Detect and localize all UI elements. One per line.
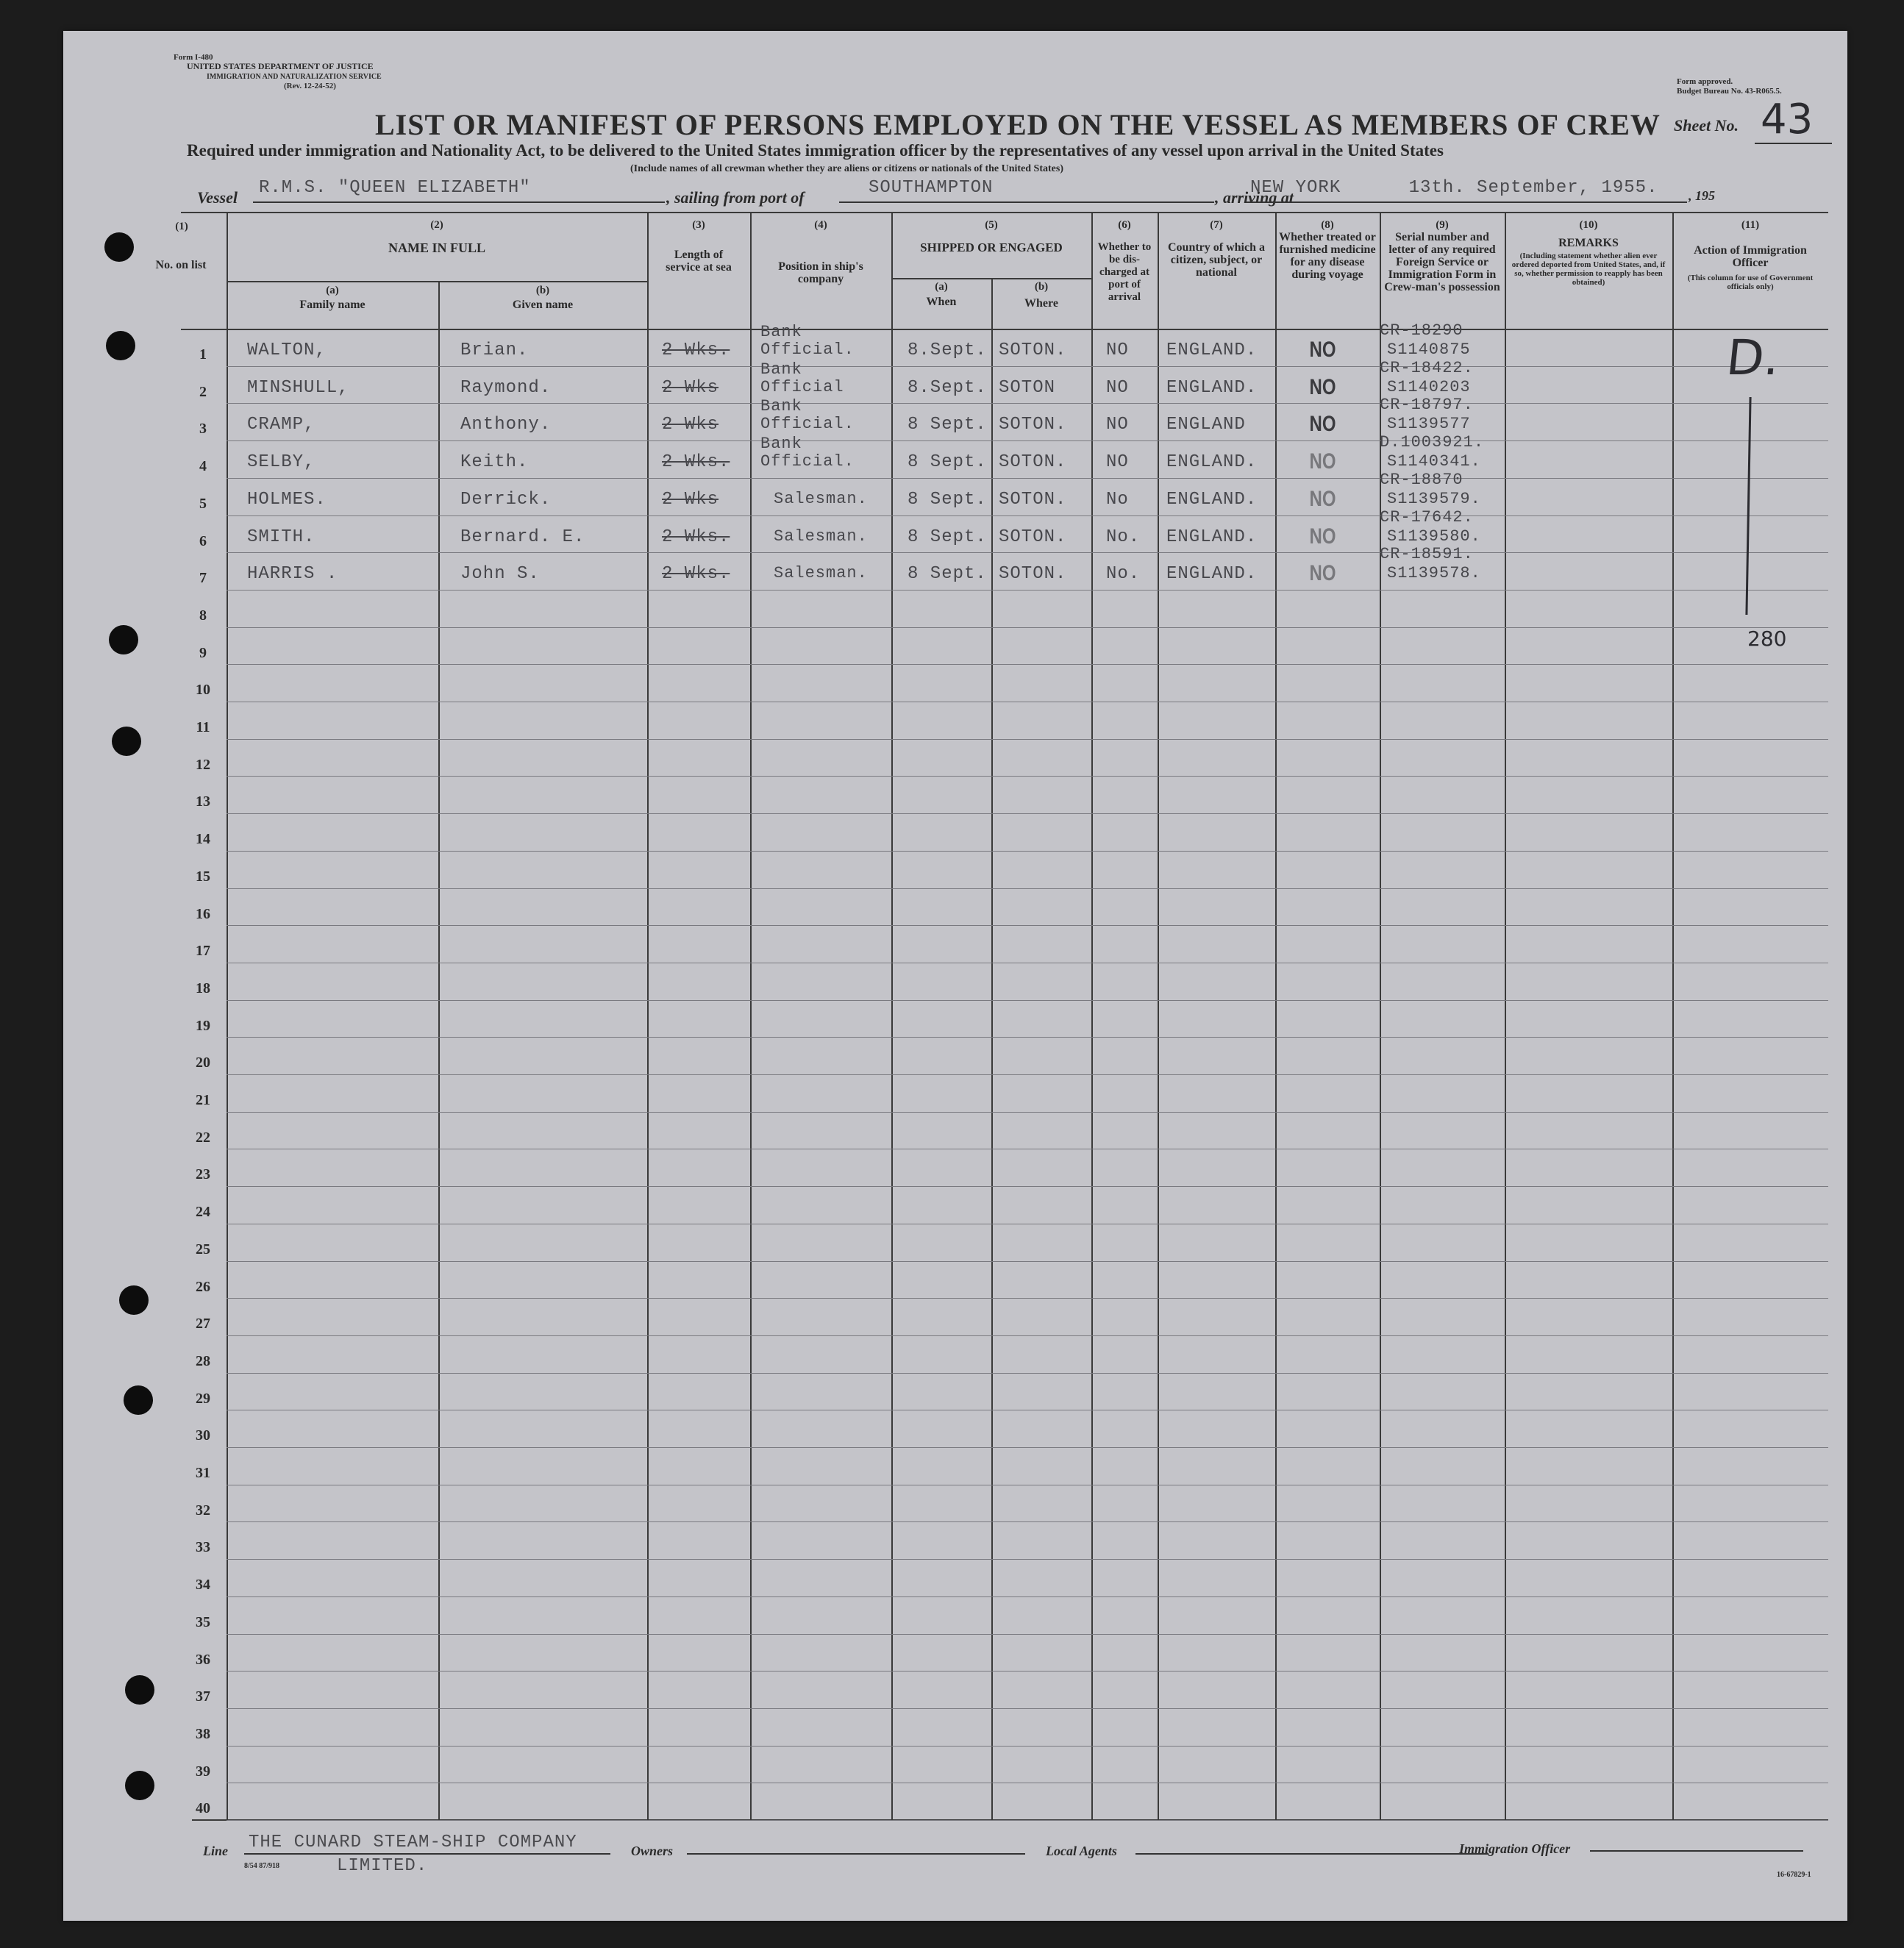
col1-header: No. on list xyxy=(155,259,207,271)
serial-line-1: CR-18290 xyxy=(1380,321,1463,340)
col-line-4 xyxy=(750,212,752,1819)
row-number: 18 xyxy=(196,980,210,996)
officer-underline xyxy=(1590,1850,1803,1852)
col11-note: (This column for use of Government officials only) xyxy=(1687,274,1814,291)
country: ENGLAND xyxy=(1166,415,1246,435)
col4-number: (4) xyxy=(814,219,827,231)
col10-number: (10) xyxy=(1579,219,1598,231)
given-name: Raymond. xyxy=(460,378,552,398)
row-rule xyxy=(227,440,1828,441)
col7-number: (7) xyxy=(1210,219,1223,231)
row-number: 10 xyxy=(196,682,210,698)
row-rule xyxy=(227,1521,1828,1522)
row-number: 35 xyxy=(196,1614,210,1630)
discharged: NO xyxy=(1106,378,1129,398)
col1-number: (1) xyxy=(175,221,188,232)
country: ENGLAND. xyxy=(1166,340,1258,360)
col-line-9 xyxy=(1275,212,1277,1819)
approval-line-1: Form approved. xyxy=(1677,77,1733,86)
sheet-underline xyxy=(1755,143,1832,144)
length-of-service: 2 Wks. xyxy=(662,527,730,547)
position-line-1: Bank xyxy=(760,360,802,379)
row-rule xyxy=(227,739,1828,740)
row-rule xyxy=(227,1746,1828,1747)
family-name: HARRIS . xyxy=(247,564,338,584)
position-line-1: Bank xyxy=(760,435,802,453)
given-name: Bernard. E. xyxy=(460,527,585,547)
punch-hole xyxy=(112,727,141,756)
arrival-underline xyxy=(1246,201,1687,203)
row-number: 27 xyxy=(196,1316,210,1332)
col2-number: (2) xyxy=(430,219,443,231)
sheet-number: 43 xyxy=(1761,96,1814,143)
punch-hole xyxy=(104,232,134,262)
col3-number: (3) xyxy=(692,219,705,231)
revision: (Rev. 12-24-52) xyxy=(284,82,336,90)
treated-stamp: NO xyxy=(1309,561,1336,585)
row-rule xyxy=(227,1634,1828,1635)
row-number: 3 xyxy=(199,421,207,437)
row-rule xyxy=(227,1000,1828,1001)
discharged: NO xyxy=(1106,415,1129,435)
row-number: 24 xyxy=(196,1204,210,1220)
punch-hole xyxy=(125,1675,154,1705)
row-number: 1 xyxy=(199,346,207,363)
discharged: No. xyxy=(1106,564,1141,584)
col5-header: SHIPPED OR ENGAGED xyxy=(920,240,1063,254)
col11-header: Action of Immigration Officer xyxy=(1694,244,1807,269)
row-number: 22 xyxy=(196,1130,210,1146)
arriving-label: , arriving at xyxy=(1215,188,1294,207)
col5b-number: (b) xyxy=(1034,281,1049,293)
col10-note: (Including statement whether alien ever ordered deported from United States, and, if so, whether permission to reapply has been obtained) xyxy=(1511,251,1666,287)
row-number: 15 xyxy=(196,868,210,885)
position-line-2: Official xyxy=(760,378,844,396)
col-line-2 xyxy=(438,281,440,1819)
departure-port: SOUTHAMPTON xyxy=(869,178,994,198)
vessel-name: R.M.S. "QUEEN ELIZABETH" xyxy=(259,178,531,198)
serial-line-2: S1139579. xyxy=(1387,490,1481,508)
col10-header: REMARKS xyxy=(1558,237,1619,249)
treated-stamp: NO xyxy=(1309,487,1336,511)
serial-line-1: CR-18870 xyxy=(1380,471,1463,489)
line-underline xyxy=(244,1853,610,1855)
position-line-2: Official. xyxy=(760,415,855,433)
country: ENGLAND. xyxy=(1166,490,1258,510)
row-number: 17 xyxy=(196,943,210,959)
col5-number: (5) xyxy=(985,219,998,231)
family-name: SELBY, xyxy=(247,452,315,472)
row-number: 5 xyxy=(199,496,207,512)
col5a-header: When xyxy=(926,296,957,308)
year-label: , 195 xyxy=(1689,188,1715,203)
serial-line-1: D.1003921. xyxy=(1380,433,1485,452)
row-number: 32 xyxy=(196,1502,210,1519)
row-number: 30 xyxy=(196,1427,210,1444)
form-note: (Include names of all crewman whether they are aliens or citizens or nationals of the United States) xyxy=(630,163,1063,174)
col5b-header: Where xyxy=(1024,297,1058,310)
col-line-6 xyxy=(991,278,993,1819)
row-number: 26 xyxy=(196,1279,210,1295)
row-rule xyxy=(227,813,1828,814)
row-rule xyxy=(227,925,1828,926)
shipped-subheader-line xyxy=(891,278,1091,279)
col3-header: Length of service at sea xyxy=(666,249,732,274)
length-of-service: 2 Wks. xyxy=(662,452,730,472)
row-number: 39 xyxy=(196,1763,210,1780)
shipped-where: SOTON xyxy=(999,378,1056,398)
punch-hole xyxy=(125,1771,154,1800)
row-number: 16 xyxy=(196,906,210,922)
country: ENGLAND. xyxy=(1166,527,1258,547)
length-of-service: 2 Wks. xyxy=(662,340,730,360)
officer-count: 280 xyxy=(1747,627,1787,651)
col8-number: (8) xyxy=(1321,219,1334,231)
row-rule xyxy=(227,1261,1828,1262)
treated-stamp: NO xyxy=(1309,338,1336,362)
officer-mark-line xyxy=(1745,397,1751,615)
family-name: HOLMES. xyxy=(247,490,327,510)
treated-stamp: NO xyxy=(1309,375,1336,399)
row-number: 21 xyxy=(196,1092,210,1108)
family-name: MINSHULL, xyxy=(247,378,349,398)
row-number: 40 xyxy=(196,1800,210,1816)
print-code-right: 16-67829-1 xyxy=(1777,1871,1811,1879)
agents-label: Local Agents xyxy=(1046,1844,1117,1858)
country: ENGLAND. xyxy=(1166,452,1258,472)
serial-line-2: S1140341. xyxy=(1387,452,1481,471)
row-number: 19 xyxy=(196,1018,210,1034)
row-rule xyxy=(227,1708,1828,1709)
officer-initial: D. xyxy=(1723,329,1783,386)
col6-number: (6) xyxy=(1118,219,1131,231)
serial-line-2: S1139580. xyxy=(1387,527,1481,546)
col2a-number: (a) xyxy=(326,285,339,296)
punch-hole xyxy=(119,1285,149,1315)
discharged: NO xyxy=(1106,452,1129,472)
length-of-service: 2 Wks. xyxy=(662,564,730,584)
agents-underline xyxy=(1135,1853,1488,1855)
serial-line-1: CR-18797. xyxy=(1380,396,1474,414)
row-rule xyxy=(227,590,1828,591)
row-rule xyxy=(227,851,1828,852)
col11-number: (11) xyxy=(1741,219,1760,231)
col2-header: NAME IN FULL xyxy=(388,240,485,255)
given-name: Brian. xyxy=(460,340,529,360)
row-rule xyxy=(227,664,1828,665)
print-code-left: 8/54 87/918 xyxy=(244,1862,280,1870)
row-rule xyxy=(227,1820,1828,1821)
col8-header: Whether treated or furnished medicine for any disease during voyage xyxy=(1279,231,1376,281)
shipped-when: 8.Sept. xyxy=(908,378,987,398)
row-number: 31 xyxy=(196,1465,210,1481)
col-line-8 xyxy=(1158,212,1159,1819)
col9-number: (9) xyxy=(1436,219,1449,231)
row-rule xyxy=(227,1037,1828,1038)
row-rule xyxy=(227,366,1828,367)
position-line-2: Salesman. xyxy=(774,564,868,582)
form-number: Form I-480 xyxy=(174,53,213,62)
row-rule xyxy=(227,1447,1828,1448)
punch-hole xyxy=(106,331,135,360)
shipped-where: SOTON. xyxy=(999,490,1067,510)
family-name: SMITH. xyxy=(247,527,315,547)
discharged: No. xyxy=(1106,527,1141,547)
col4-header: Position in ship's company xyxy=(778,260,863,285)
row-rule xyxy=(227,478,1828,479)
col5a-number: (a) xyxy=(935,281,948,293)
row-rule xyxy=(227,552,1828,553)
col6-header: Whether to be dis-charged at port of arrival xyxy=(1097,241,1152,303)
treated-stamp: NO xyxy=(1309,412,1336,436)
line-company: THE CUNARD STEAM-SHIP COMPANY xyxy=(249,1833,577,1852)
sheet-label: Sheet No. xyxy=(1674,116,1739,135)
serial-line-1: CR-18422. xyxy=(1380,359,1474,377)
row-number: 23 xyxy=(196,1166,210,1182)
shipped-when: 8 Sept. xyxy=(908,415,987,435)
row-rule xyxy=(227,776,1828,777)
row-number: 12 xyxy=(196,757,210,773)
row-rule xyxy=(227,1671,1828,1672)
given-name: Derrick. xyxy=(460,490,552,510)
given-name: Keith. xyxy=(460,452,529,472)
family-name: WALTON, xyxy=(247,340,327,360)
line-label: Line xyxy=(203,1844,228,1858)
punch-hole xyxy=(109,625,138,654)
serial-line-1: CR-18591. xyxy=(1380,545,1474,563)
treated-stamp: NO xyxy=(1309,449,1336,474)
row-rule xyxy=(227,1596,1828,1597)
owners-label: Owners xyxy=(631,1844,674,1858)
shipped-when: 8 Sept. xyxy=(908,564,987,584)
serial-line-2: S1139578. xyxy=(1387,564,1481,582)
row-rule xyxy=(227,1112,1828,1113)
serial-line-2: S1140203 xyxy=(1387,378,1471,396)
col9-header: Serial number and letter of any required Foreign Service or Immigration Form in Crew-man's possession xyxy=(1384,231,1500,293)
row-rule xyxy=(227,1298,1828,1299)
position-line-2: Official. xyxy=(760,452,855,471)
row-number: 7 xyxy=(199,570,207,586)
manifest-sheet xyxy=(63,31,1847,1921)
row-number: 4 xyxy=(199,458,207,474)
length-of-service: 2 Wks xyxy=(662,490,719,510)
department: UNITED STATES DEPARTMENT OF JUSTICE xyxy=(187,61,374,71)
row-number: 6 xyxy=(199,533,207,549)
col2a-header: Family name xyxy=(299,299,366,311)
row-rule xyxy=(227,1335,1828,1336)
row-rule xyxy=(227,1186,1828,1187)
officer-label: Immigration Officer xyxy=(1459,1841,1571,1856)
row-rule xyxy=(227,1559,1828,1560)
given-name: Anthony. xyxy=(460,415,552,435)
row-number: 9 xyxy=(199,645,207,661)
row-number: 25 xyxy=(196,1241,210,1257)
position-line-2: Official. xyxy=(760,340,855,359)
row-number: 2 xyxy=(199,384,207,400)
row-rule xyxy=(227,403,1828,404)
row-number: 11 xyxy=(196,719,210,735)
row-number: 33 xyxy=(196,1539,210,1555)
shipped-where: SOTON. xyxy=(999,564,1067,584)
col2b-header: Given name xyxy=(512,299,574,311)
discharged: No xyxy=(1106,490,1129,510)
col-line-10 xyxy=(1380,212,1381,1819)
approval-line-2: Budget Bureau No. 43-R065.5. xyxy=(1677,87,1782,96)
shipped-where: SOTON. xyxy=(999,452,1067,472)
row-number: 20 xyxy=(196,1055,210,1071)
row-rule xyxy=(227,1074,1828,1075)
row-number: 37 xyxy=(196,1688,210,1705)
treated-stamp: NO xyxy=(1309,524,1336,549)
shipped-where: SOTON. xyxy=(999,340,1067,360)
position-line-1: Bank xyxy=(760,323,802,341)
discharged: NO xyxy=(1106,340,1129,360)
line-company-2: LIMITED. xyxy=(337,1856,428,1876)
row-number: 38 xyxy=(196,1726,210,1742)
row-number: 14 xyxy=(196,831,210,847)
shipped-when: 8 Sept. xyxy=(908,527,987,547)
position-line-2: Salesman. xyxy=(774,490,868,508)
form-title: LIST OR MANIFEST OF PERSONS EMPLOYED ON THE VESSEL AS MEMBERS OF CREW xyxy=(375,108,1661,141)
row-number: 36 xyxy=(196,1652,210,1668)
row-number: 29 xyxy=(196,1391,210,1407)
country: ENGLAND. xyxy=(1166,378,1258,398)
row-number: 28 xyxy=(196,1353,210,1369)
vessel-underline xyxy=(253,201,665,203)
punch-hole xyxy=(124,1385,153,1415)
country: ENGLAND. xyxy=(1166,564,1258,584)
col-line-5 xyxy=(891,212,893,1819)
position-line-2: Salesman. xyxy=(774,527,868,546)
family-name: CRAMP, xyxy=(247,415,315,435)
row-rule xyxy=(227,888,1828,889)
shipped-when: 8.Sept. xyxy=(908,340,987,360)
table-top-border xyxy=(181,212,1828,213)
col2b-number: (b) xyxy=(535,285,550,296)
owners-underline xyxy=(687,1853,1025,1855)
sailing-label: , sailing from port of xyxy=(666,188,805,207)
position-line-1: Bank xyxy=(760,397,802,415)
shipped-where: SOTON. xyxy=(999,415,1067,435)
serial-line-1: CR-17642. xyxy=(1380,508,1474,527)
shipped-where: SOTON. xyxy=(999,527,1067,547)
vessel-label: Vessel xyxy=(197,188,238,207)
row-rule xyxy=(227,1373,1828,1374)
shipped-when: 8 Sept. xyxy=(908,490,987,510)
row-number: 13 xyxy=(196,793,210,810)
row-rule xyxy=(227,627,1828,628)
col-line-12 xyxy=(1672,212,1674,1819)
row-number: 8 xyxy=(199,607,207,624)
form-subtitle: Required under immigration and Nationality Act, to be delivered to the United States immigration officer by the representatives of any vessel upon arrival in the United States xyxy=(187,141,1444,160)
row-rule xyxy=(227,515,1828,516)
length-of-service: 2 Wks xyxy=(662,378,719,398)
given-name: John S. xyxy=(460,564,540,584)
col-line-3 xyxy=(647,212,649,1819)
shipped-when: 8 Sept. xyxy=(908,452,987,472)
col-line-7 xyxy=(1091,212,1093,1819)
serial-line-2: S1140875 xyxy=(1387,340,1471,359)
length-of-service: 2 Wks xyxy=(662,415,719,435)
port-underline xyxy=(839,201,1214,203)
arrival-port-date: NEW YORK 13th. September, 1955. xyxy=(1250,178,1658,198)
serial-line-2: S1139577 xyxy=(1387,415,1471,433)
col-line-1 xyxy=(227,212,228,1819)
header-bottom-border xyxy=(181,329,1828,330)
name-subheader-line xyxy=(227,281,647,282)
col7-header: Country of which a citizen, subject, or national xyxy=(1167,241,1265,279)
row-number: 34 xyxy=(196,1577,210,1593)
col-line-11 xyxy=(1505,212,1506,1819)
service: IMMIGRATION AND NATURALIZATION SERVICE xyxy=(207,73,382,81)
